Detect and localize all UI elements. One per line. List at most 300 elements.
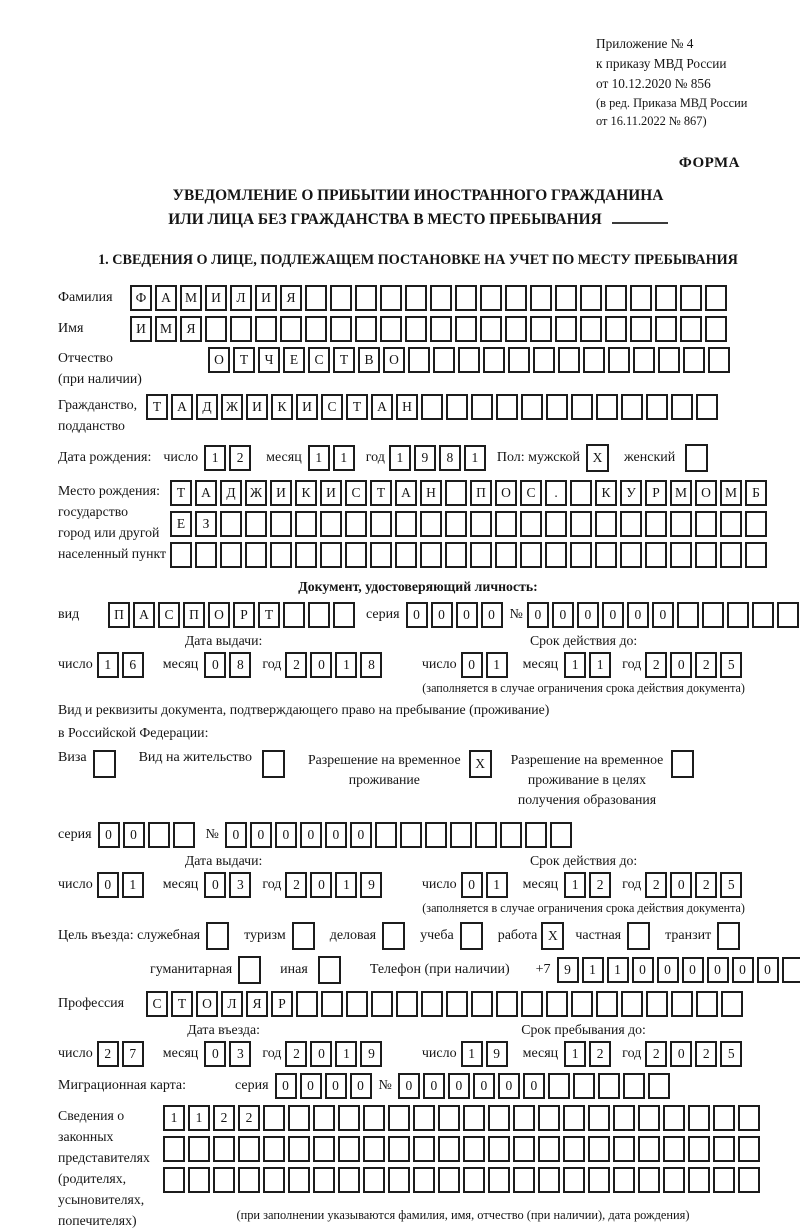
- char-box-empty: [195, 542, 217, 568]
- checkbox-official: [206, 922, 229, 950]
- char-box-filled: Я: [280, 285, 302, 311]
- char-box-empty: [598, 1073, 620, 1099]
- char-box-filled: .: [545, 480, 567, 506]
- char-box-filled: К: [595, 480, 617, 506]
- char-box-filled: 1: [188, 1105, 210, 1131]
- char-box-empty: [570, 511, 592, 537]
- month-label: месяц: [162, 1046, 199, 1062]
- char-box-empty: [363, 1136, 385, 1162]
- char-box-empty: [445, 542, 467, 568]
- month-label: месяц: [522, 1046, 559, 1062]
- char-box-filled: 2: [695, 872, 717, 898]
- char-box-empty: [445, 480, 467, 506]
- char-box-filled: Т: [333, 347, 355, 373]
- entry-date-col: [58, 1022, 389, 1067]
- char-box-empty: [671, 394, 693, 420]
- char-box-empty: [295, 542, 317, 568]
- char-box-filled: Л: [230, 285, 252, 311]
- purpose-humanitarian-label: гуманитарная: [150, 962, 233, 978]
- char-box-filled: 2: [645, 872, 667, 898]
- stay-until-col: [389, 1022, 778, 1067]
- char-box-filled: 2: [589, 1041, 611, 1067]
- char-box-filled: 2: [695, 652, 717, 678]
- char-box-empty: [630, 316, 652, 342]
- char-box-empty: [520, 511, 542, 537]
- char-box-filled: 9: [360, 1041, 382, 1067]
- valid-until-heading: Срок действия до:: [529, 853, 638, 869]
- char-box-empty: [670, 511, 692, 537]
- valid-note: (заполняется в случае ограничения срока действия документа): [422, 901, 745, 916]
- char-box-empty: [752, 602, 774, 628]
- char-box-filled: 0: [325, 1073, 347, 1099]
- char-box-filled: Т: [258, 602, 280, 628]
- char-box-empty: [283, 602, 305, 628]
- char-box-empty: [450, 822, 472, 848]
- char-box-filled: И: [320, 480, 342, 506]
- char-box-filled: С: [345, 480, 367, 506]
- char-box-empty: [505, 316, 527, 342]
- migration-card-row: [58, 1073, 778, 1099]
- char-box-filled: 0: [757, 957, 779, 983]
- char-box-filled: Т: [146, 394, 168, 420]
- patronymic-label: Отчество (при наличии): [58, 349, 142, 386]
- char-box-empty: [555, 285, 577, 311]
- identity-doc-heading: Документ, удостоверяющий личность:: [298, 578, 538, 594]
- char-box-empty: [330, 285, 352, 311]
- purpose-tourism-label: туризм: [244, 928, 286, 944]
- year-label: год: [262, 877, 282, 893]
- birth-place-boxes-1: [170, 480, 770, 506]
- char-box-filled: И: [130, 316, 152, 342]
- char-box-empty: [420, 511, 442, 537]
- mig-number-boxes: [398, 1073, 673, 1099]
- char-box-filled: О: [383, 347, 405, 373]
- issue-date-heading: Дата выдачи:: [184, 853, 263, 869]
- char-box-empty: [630, 285, 652, 311]
- form-title-line1: УВЕДОМЛЕНИЕ О ПРИБЫТИИ ИНОСТРАННОГО ГРАЖДАНИНА: [172, 187, 664, 205]
- char-box-empty: [421, 394, 443, 420]
- char-box-filled: А: [395, 480, 417, 506]
- char-box-empty: [263, 1167, 285, 1193]
- char-box-filled: Т: [370, 480, 392, 506]
- char-box-empty: [727, 602, 749, 628]
- char-box-filled: 0: [657, 957, 679, 983]
- char-box-filled: Ф: [130, 285, 152, 311]
- char-box-empty: [255, 316, 277, 342]
- char-box-filled: 1: [204, 445, 226, 471]
- char-box-empty: [263, 1136, 285, 1162]
- char-box-filled: 1: [163, 1105, 185, 1131]
- char-box-empty: [683, 347, 705, 373]
- char-box-empty: [500, 822, 522, 848]
- char-box-empty: [295, 511, 317, 537]
- residence-series-row: [58, 822, 778, 848]
- doc-kind-row: [58, 602, 778, 628]
- birth-day-boxes: [204, 445, 254, 471]
- char-box-empty: [475, 822, 497, 848]
- char-box-empty: [430, 285, 452, 311]
- char-box-empty: [521, 394, 543, 420]
- char-box-filled: 9: [557, 957, 579, 983]
- char-box-empty: [480, 285, 502, 311]
- surname-row: [58, 285, 778, 311]
- char-box-empty: [470, 542, 492, 568]
- char-box-filled: У: [620, 480, 642, 506]
- char-box-filled: И: [205, 285, 227, 311]
- char-box-filled: 0: [670, 1041, 692, 1067]
- char-box-filled: 1: [607, 957, 629, 983]
- char-box-empty: [538, 1167, 560, 1193]
- char-box-empty: [555, 316, 577, 342]
- char-box-empty: [645, 542, 667, 568]
- char-box-empty: [388, 1136, 410, 1162]
- char-box-empty: [413, 1136, 435, 1162]
- char-box-filled: А: [171, 394, 193, 420]
- char-box-empty: [713, 1167, 735, 1193]
- char-box-empty: [333, 602, 355, 628]
- char-box-empty: [525, 822, 547, 848]
- char-box-empty: [371, 991, 393, 1017]
- purpose-other-label: иная: [280, 962, 308, 978]
- char-box-empty: [430, 316, 452, 342]
- char-box-empty: [405, 316, 427, 342]
- char-box-empty: [188, 1136, 210, 1162]
- char-box-empty: [708, 347, 730, 373]
- char-box-filled: 9: [486, 1041, 508, 1067]
- char-box-empty: [438, 1136, 460, 1162]
- profession-boxes: [146, 991, 746, 1017]
- char-box-empty: [445, 511, 467, 537]
- char-box-filled: 2: [285, 1041, 307, 1067]
- char-box-filled: 0: [707, 957, 729, 983]
- char-box-filled: 1: [97, 652, 119, 678]
- char-box-empty: [513, 1105, 535, 1131]
- stay-until-heading: Срок пребывания до:: [521, 1022, 646, 1038]
- entry-day-boxes: [97, 1041, 147, 1067]
- char-box-empty: [413, 1105, 435, 1131]
- char-box-empty: [633, 347, 655, 373]
- char-box-empty: [471, 991, 493, 1017]
- char-box-filled: М: [155, 316, 177, 342]
- char-box-empty: [777, 602, 799, 628]
- char-box-empty: [580, 285, 602, 311]
- char-box-empty: [580, 316, 602, 342]
- header-line: (в ред. Приказа МВД России: [596, 95, 748, 110]
- char-box-filled: 0: [325, 822, 347, 848]
- char-box-filled: 9: [360, 872, 382, 898]
- checkbox-humanitarian: [238, 956, 261, 984]
- char-box-empty: [438, 1167, 460, 1193]
- temp-permit-label: Разрешение на временное проживание: [307, 752, 461, 788]
- char-box-empty: [363, 1167, 385, 1193]
- char-box-empty: [620, 542, 642, 568]
- char-box-filled: С: [520, 480, 542, 506]
- char-box-empty: [638, 1105, 660, 1131]
- char-box-empty: [571, 991, 593, 1017]
- char-box-empty: [530, 285, 552, 311]
- char-box-filled: 0: [670, 872, 692, 898]
- char-box-empty: [238, 1136, 260, 1162]
- char-box-filled: 0: [300, 1073, 322, 1099]
- citizenship-boxes: [146, 394, 721, 420]
- doc-valid-col: [389, 633, 778, 696]
- char-box-empty: [496, 394, 518, 420]
- char-box-empty: [400, 822, 422, 848]
- header-line: Приложение № 4: [596, 36, 694, 51]
- char-box-filled: 1: [486, 872, 508, 898]
- char-box-empty: [463, 1136, 485, 1162]
- char-box-filled: В: [358, 347, 380, 373]
- char-box-empty: [545, 542, 567, 568]
- resid-number-boxes: [225, 822, 575, 848]
- name-row: [58, 316, 778, 342]
- char-box-empty: [588, 1136, 610, 1162]
- char-box-filled: И: [255, 285, 277, 311]
- month-label: месяц: [522, 656, 559, 672]
- char-box-filled: Ж: [221, 394, 243, 420]
- char-box-empty: [421, 991, 443, 1017]
- char-box-empty: [596, 394, 618, 420]
- char-box-empty: [613, 1105, 635, 1131]
- char-box-filled: П: [470, 480, 492, 506]
- checkbox-visa: [93, 750, 116, 778]
- doc-dates-block: [58, 633, 778, 696]
- char-box-filled: Р: [271, 991, 293, 1017]
- year-label: год: [365, 449, 385, 465]
- birth-place-boxes-3: [170, 542, 770, 568]
- header-line: к приказу МВД России: [596, 55, 727, 71]
- migration-card-label: Миграционная карта:: [58, 1078, 187, 1094]
- char-box-filled: А: [371, 394, 393, 420]
- char-box-filled: Т: [171, 991, 193, 1017]
- char-box-empty: [338, 1167, 360, 1193]
- char-box-empty: [688, 1105, 710, 1131]
- char-box-empty: [588, 1167, 610, 1193]
- purpose-business-label: деловая: [329, 928, 377, 944]
- char-box-filled: И: [246, 394, 268, 420]
- char-box-filled: 5: [720, 872, 742, 898]
- stay-day-boxes: [461, 1041, 511, 1067]
- char-box-empty: [688, 1136, 710, 1162]
- birth-date-row: [58, 444, 778, 472]
- char-box-filled: С: [321, 394, 343, 420]
- char-box-filled: 8: [360, 652, 382, 678]
- patronymic-boxes: [208, 347, 733, 373]
- char-box-empty: [370, 511, 392, 537]
- char-box-empty: [638, 1136, 660, 1162]
- doc-issue-day-boxes: [97, 652, 147, 678]
- char-box-filled: А: [133, 602, 155, 628]
- purpose-official-label: Цель въезда: служебная: [58, 928, 201, 944]
- char-box-empty: [213, 1136, 235, 1162]
- char-box-empty: [613, 1136, 635, 1162]
- char-box-empty: [433, 347, 455, 373]
- doc-kind-label: вид: [58, 606, 80, 622]
- char-box-empty: [320, 511, 342, 537]
- char-box-empty: [173, 822, 195, 848]
- checkbox-male: X: [586, 444, 609, 472]
- char-box-empty: [513, 1167, 535, 1193]
- char-box-empty: [245, 511, 267, 537]
- char-box-filled: 0: [300, 822, 322, 848]
- year-label: год: [622, 877, 642, 893]
- patronymic-row: [58, 347, 778, 389]
- resid-series-label: серия: [58, 827, 92, 843]
- char-box-empty: [395, 511, 417, 537]
- char-box-empty: [646, 394, 668, 420]
- char-box-empty: [663, 1167, 685, 1193]
- char-box-empty: [782, 957, 800, 983]
- mig-series-label: серия: [235, 1078, 269, 1094]
- char-box-filled: 0: [310, 1041, 332, 1067]
- char-box-empty: [355, 316, 377, 342]
- char-box-filled: 2: [285, 652, 307, 678]
- char-box-filled: 0: [461, 872, 483, 898]
- resid-issue-day-boxes: [97, 872, 147, 898]
- char-box-empty: [388, 1167, 410, 1193]
- char-box-empty: [163, 1167, 185, 1193]
- char-box-filled: 8: [439, 445, 461, 471]
- char-box-filled: 2: [213, 1105, 235, 1131]
- char-box-empty: [520, 542, 542, 568]
- char-box-filled: 3: [229, 1041, 251, 1067]
- char-box-filled: П: [183, 602, 205, 628]
- char-box-empty: [546, 394, 568, 420]
- char-box-filled: М: [180, 285, 202, 311]
- resid-valid-year-boxes: [645, 872, 745, 898]
- char-box-empty: [705, 285, 727, 311]
- char-box-filled: Т: [170, 480, 192, 506]
- checkbox-transit: [717, 922, 740, 950]
- char-box-empty: [738, 1136, 760, 1162]
- sex-male-label: Пол: мужской: [496, 449, 581, 465]
- phone-label: Телефон (при наличии): [369, 962, 510, 978]
- char-box-empty: [538, 1136, 560, 1162]
- checkbox-temp-permit: X: [469, 750, 492, 778]
- char-box-empty: [696, 394, 718, 420]
- resid-valid-day-boxes: [461, 872, 511, 898]
- char-box-empty: [696, 991, 718, 1017]
- month-label: месяц: [162, 877, 199, 893]
- char-box-filled: А: [195, 480, 217, 506]
- char-box-empty: [188, 1167, 210, 1193]
- day-label: число: [421, 656, 457, 672]
- mig-series-boxes: [275, 1073, 375, 1099]
- char-box-empty: [620, 511, 642, 537]
- char-box-filled: Т: [233, 347, 255, 373]
- birth-month-boxes: [308, 445, 358, 471]
- char-box-empty: [305, 316, 327, 342]
- char-box-filled: 0: [310, 872, 332, 898]
- char-box-filled: М: [720, 480, 742, 506]
- visit-purpose-row: [58, 922, 778, 950]
- char-box-empty: [583, 347, 605, 373]
- name-boxes: [130, 316, 730, 342]
- char-box-filled: 0: [481, 602, 503, 628]
- day-label: число: [58, 656, 93, 672]
- visa-label: Виза: [58, 750, 87, 766]
- char-box-empty: [655, 316, 677, 342]
- char-box-filled: 1: [335, 872, 357, 898]
- char-box-empty: [663, 1136, 685, 1162]
- residence-dates-block: [58, 853, 778, 916]
- doc-valid-day-boxes: [461, 652, 511, 678]
- char-box-empty: [702, 602, 724, 628]
- char-box-empty: [623, 1073, 645, 1099]
- purpose-private-label: частная: [575, 928, 622, 944]
- char-box-filled: 5: [720, 652, 742, 678]
- char-box-filled: 7: [122, 1041, 144, 1067]
- char-box-empty: [558, 347, 580, 373]
- char-box-empty: [355, 285, 377, 311]
- char-box-filled: 1: [389, 445, 411, 471]
- char-box-empty: [455, 285, 477, 311]
- year-label: год: [262, 656, 282, 672]
- char-box-filled: 2: [285, 872, 307, 898]
- char-box-filled: Н: [420, 480, 442, 506]
- day-label: число: [58, 1046, 93, 1062]
- entry-date-heading: Дата въезда:: [187, 1022, 260, 1038]
- char-box-filled: 0: [577, 602, 599, 628]
- char-box-filled: Д: [196, 394, 218, 420]
- char-box-filled: М: [670, 480, 692, 506]
- char-box-filled: 2: [695, 1041, 717, 1067]
- year-label: год: [622, 1046, 642, 1062]
- char-box-empty: [595, 511, 617, 537]
- guardians-boxes-3: [163, 1167, 763, 1193]
- char-box-filled: О: [196, 991, 218, 1017]
- char-box-empty: [488, 1136, 510, 1162]
- resid-valid-col: [389, 853, 778, 916]
- char-box-empty: [595, 542, 617, 568]
- char-box-filled: 0: [97, 872, 119, 898]
- char-box-empty: [621, 394, 643, 420]
- char-box-filled: О: [495, 480, 517, 506]
- char-box-empty: [313, 1167, 335, 1193]
- birth-date-label: Дата рождения:: [58, 449, 152, 465]
- char-box-filled: 0: [527, 602, 549, 628]
- char-box-filled: 1: [464, 445, 486, 471]
- char-box-empty: [695, 511, 717, 537]
- char-box-filled: О: [208, 602, 230, 628]
- char-box-empty: [288, 1167, 310, 1193]
- char-box-empty: [563, 1167, 585, 1193]
- char-box-empty: [345, 542, 367, 568]
- char-box-empty: [270, 511, 292, 537]
- char-box-filled: 0: [275, 822, 297, 848]
- issue-date-heading: Дата выдачи:: [184, 632, 263, 648]
- char-box-filled: О: [208, 347, 230, 373]
- char-box-empty: [588, 1105, 610, 1131]
- guardians-row: [58, 1105, 778, 1231]
- char-box-filled: 1: [582, 957, 604, 983]
- char-box-filled: А: [155, 285, 177, 311]
- char-box-filled: Р: [645, 480, 667, 506]
- char-box-empty: [670, 542, 692, 568]
- char-box-empty: [563, 1105, 585, 1131]
- char-box-filled: С: [158, 602, 180, 628]
- doc-issue-year-boxes: [285, 652, 385, 678]
- entry-month-boxes: [204, 1041, 254, 1067]
- form-label: ФОРМА: [678, 155, 740, 172]
- phone-boxes: [557, 957, 800, 983]
- char-box-filled: 1: [335, 652, 357, 678]
- char-box-empty: [548, 1073, 570, 1099]
- doc-valid-year-boxes: [645, 652, 745, 678]
- char-box-filled: 0: [461, 652, 483, 678]
- valid-note: (заполняется в случае ограничения срока действия документа): [422, 680, 745, 695]
- char-box-empty: [508, 347, 530, 373]
